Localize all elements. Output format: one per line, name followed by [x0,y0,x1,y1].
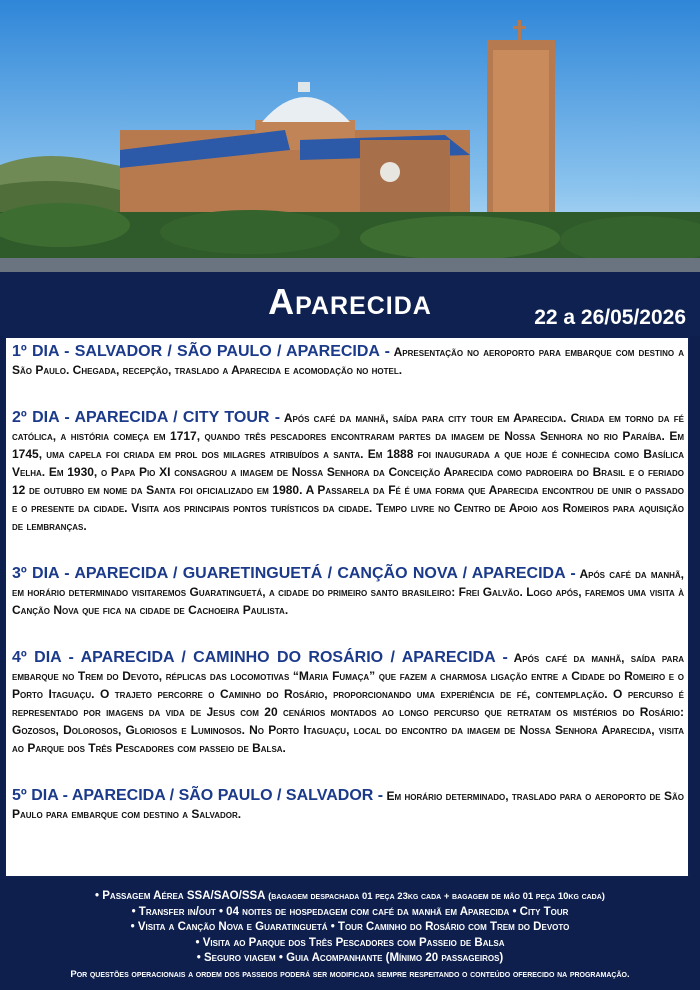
day-description: Apresentação no aeroporto para embarque com destino a São Paulo. Chegada, recepção, traslado a Aparecida e acomodação no hotel. [12,345,685,377]
baggage-note: (bagagem despachada 01 peça 23kg cada + bagagem de mão 01 peça 10kg cada) [265,891,605,902]
inclusion-line: • Seguro viagem • Guia Acompanhante (Mínimo 20 passageiros) [196,952,504,964]
day-description: Após café da manhã, saída para city tour em Aparecida. Criada em torno da fé católica, a história começa em 1717, quando três pescadores encontraram partes da imagem de Nossa Senhora no rio Paraíba. Em 1745, uma capela foi criada em prol dos milagres atribuídos a santa. Em 1888 foi inaugurada a que hoje é conhecida como Basílica Velha. Em 1930, o Papa Pio XI consagrou a imagem de Nossa Senhora da Conceição Aparecida como padroeira do Brasil e o feriado 12 de outubro em nome da Santa foi oficializado em 1980. A Passarela da Fé é uma forma que Aparecida encontrou de unir o passado e o presente da cidade. Visita aos principais pontos turísticos da cidade. Tempo livre no Centro de Apoio aos Romeiros para aquisição de lembranças. [12,411,685,533]
day-3 [12,565,684,619]
day-4 [12,649,684,757]
day-1 [12,343,684,379]
disclaimer-note: Por questões operacionais a ordem dos passeios poderá ser modificada sempre respeitando o conteúdo oferecido na programação. [70,968,630,980]
day-description: Em horário determinado, traslado para o aeroporto de São Paulo para embarque com destino a Salvador. [12,789,685,821]
itinerary-panel [4,336,690,878]
page-title: Aparecida [268,281,432,322]
inclusion-text: • Passagem Aérea SSA/SAO/SSA [95,890,266,902]
day-heading: 2º DIA - APARECIDA / CITY TOUR - [12,409,281,426]
day-description: Após café da manhã, em horário determinado visitaremos Guaratinguetá, a cidade do primeiro santo brasileiro: Frei Galvão. Logo após, faremos uma visita à Canção Nova que fica na cidade de Cachoeira Paulista. [12,567,685,617]
trip-dates: 22 a 26/05/2026 [534,306,686,329]
inclusions-footer [0,884,700,990]
inclusion-line: • Visita a Canção Nova e Guaratinguetá • Tour Caminho do Rosário com Trem do Devoto [130,921,570,933]
inclusion-line: • Transfer in/out • 04 noites de hospedagem com café da manhã em Aparecida • City Tour [131,905,569,918]
inclusion-line: • Visita ao Parque dos Três Pescadores com Passeio de Balsa [195,936,505,949]
day-heading: 5º DIA - APARECIDA / SÃO PAULO / SALVADOR - [12,787,384,804]
day-heading: 4º DIA - APARECIDA / CAMINHO DO ROSÁRIO / APARECIDA - [12,649,508,666]
day-description: Após café da manhã, saída para embarque no Trem do Devoto, réplicas das locomotivas “Maria Fumaça” que fazem a charmosa ligação entre a Cidade do Romeiro e o Porto Itaguaçu. O trajeto percorre o Caminho do Rosário, proporcionando uma experiência de fé, contemplação. O percurso é representado por imagens da vida de Jesus com 20 cenários montados ao longo percurso que retratam os mistérios do Rosário: Gozosos, Dolorosos, Gloriosos e Luminosos. No Porto Itaguaçu, local do encontro da imagem de Nossa Senhora Aparecida, visita ao Parque dos Três Pescadores com passeio de Balsa. [12,651,684,755]
day-heading: 3º DIA - APARECIDA / GUARETINGUETÁ / CANÇÃO NOVA / APARECIDA - [12,565,576,582]
inclusion-line [0,889,700,905]
day-heading: 1º DIA - SALVADOR / SÃO PAULO / APARECIDA - [12,343,390,360]
hero-photo-basilica [0,0,700,272]
day-5 [12,787,684,823]
day-2 [12,409,684,535]
